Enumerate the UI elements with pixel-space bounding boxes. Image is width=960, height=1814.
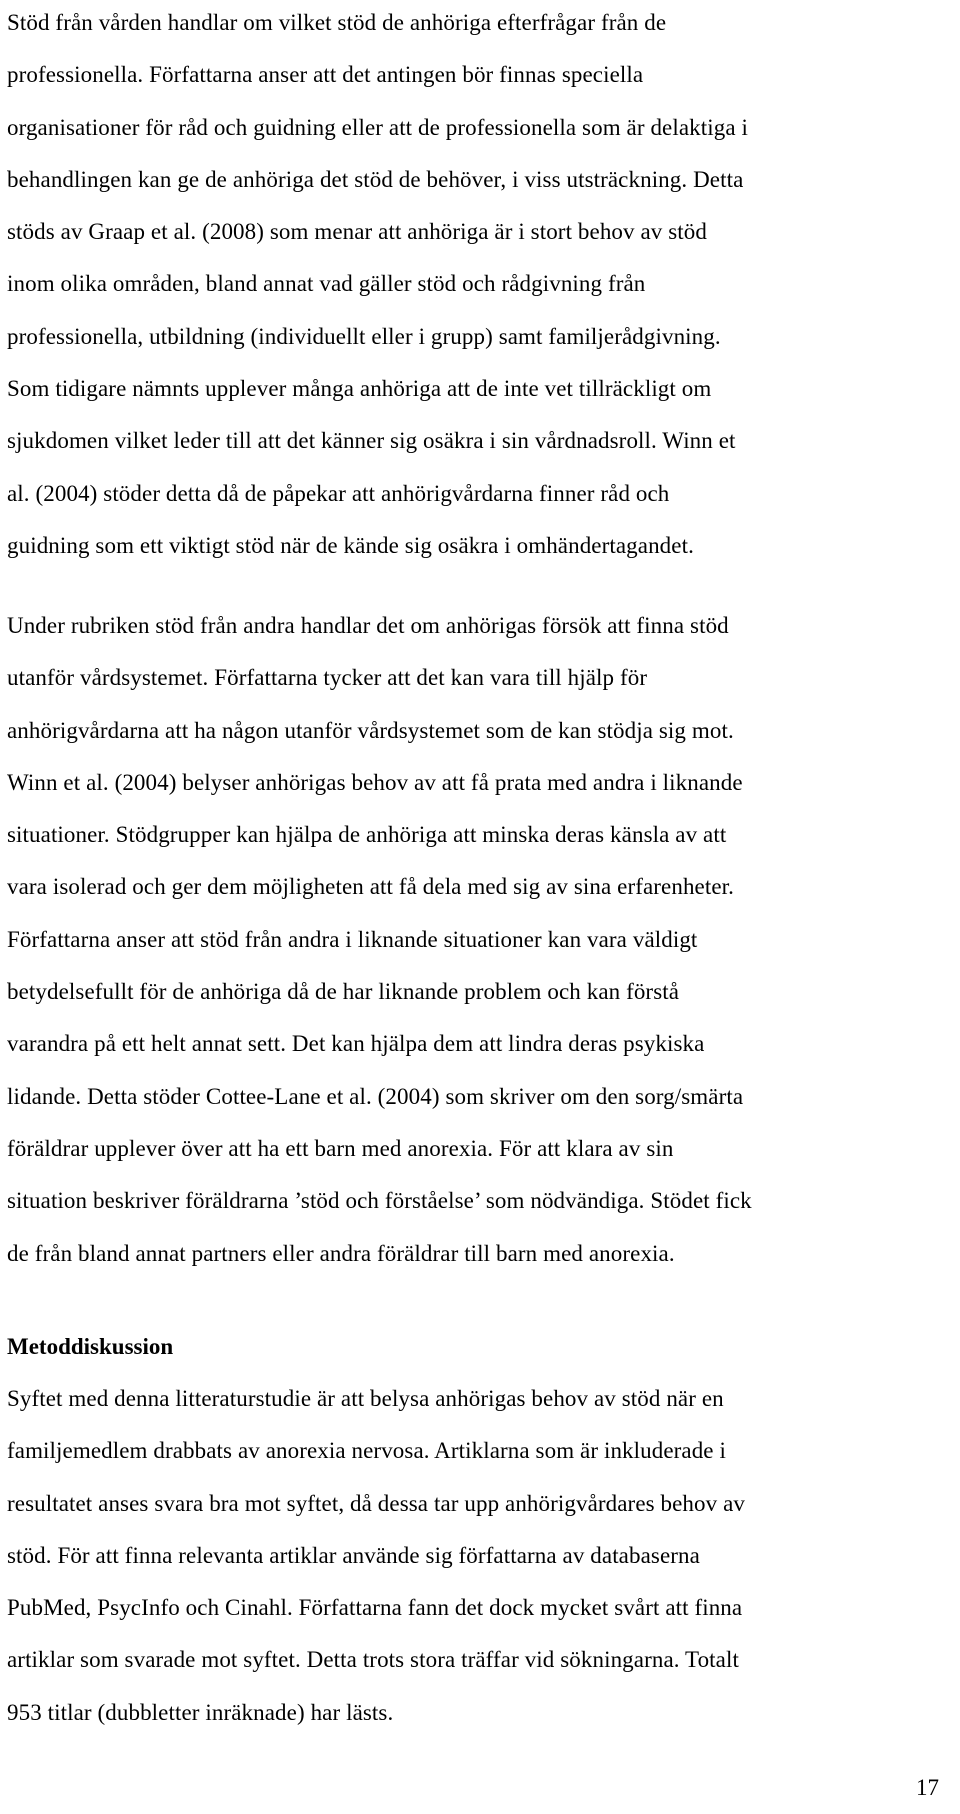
- text-line: lidande. Detta stöder Cottee-Lane et al. (2004) som skriver om den sorg/smärta: [7, 1083, 744, 1109]
- text-line: inom olika områden, bland annat vad gäller stöd och rådgivning från: [7, 271, 646, 297]
- text-line: situationer. Stödgrupper kan hjälpa de anhöriga att minska deras känsla av att: [7, 822, 727, 848]
- text-line: sjukdomen vilket leder till att det känner sig osäkra i sin vårdnadsroll. Winn et: [7, 428, 736, 454]
- section-heading: Metoddiskussion: [7, 1334, 174, 1359]
- text-line: Syftet med denna litteraturstudie är att belysa anhörigas behov av stöd när en: [7, 1386, 724, 1411]
- text-line: PubMed, PsycInfo och Cinahl. Författarna fann det dock mycket svårt att finna: [7, 1595, 743, 1621]
- text-line: situation beskriver föräldrarna ’stöd och förståelse’ som nödvändiga. Stödet fick: [7, 1188, 752, 1214]
- paragraph-metoddiskussion: [7, 1373, 947, 1739]
- document-page: [7, 0, 947, 1811]
- text-line: varandra på ett helt annat sett. Det kan hjälpa dem att lindra deras psykiska: [7, 1031, 705, 1057]
- text-line: organisationer för råd och guidning eller att de professionella som är delaktiga i: [7, 114, 748, 140]
- text-line: Under rubriken stöd från andra handlar det om anhörigas försök att finna stöd: [7, 613, 729, 638]
- text-line: Författarna anser att stöd från andra i liknande situationer kan vara väldigt: [7, 926, 698, 952]
- text-line: Stöd från vården handlar om vilket stöd de anhöriga efterfrågar från de: [7, 10, 667, 35]
- text-line: betydelsefullt för de anhöriga då de har liknande problem och kan förstå: [7, 979, 680, 1005]
- text-line: resultatet anses svara bra mot syftet, då dessa tar upp anhörigvårdares behov av: [7, 1490, 745, 1516]
- text-line: professionella, utbildning (individuellt eller i grupp) samt familjerådgivning.: [7, 323, 721, 349]
- text-line: stöds av Graap et al. (2008) som menar att anhöriga är i stort behov av stöd: [7, 219, 707, 245]
- text-line: vara isolerad och ger dem möjligheten att få dela med sig av sina erfarenheter.: [7, 874, 734, 900]
- text-line: familjemedlem drabbats av anorexia nervosa. Artiklarna som är inkluderade i: [7, 1438, 726, 1464]
- text-line: utanför vårdsystemet. Författarna tycker att det kan vara till hjälp för: [7, 665, 648, 691]
- text-line: professionella. Författarna anser att det antingen bör finnas speciella: [7, 62, 644, 88]
- page-number: 17: [916, 1775, 939, 1800]
- paragraph-stod-fran-andra: [7, 600, 947, 1280]
- text-line: stöd. För att finna relevanta artiklar använde sig författarna av databaserna: [7, 1542, 700, 1568]
- text-line: anhörigvårdarna att ha någon utanför vårdsystemet som de kan stödja sig mot.: [7, 717, 734, 743]
- text-line: al. (2004) stöder detta då de påpekar att anhörigvårdarna finner råd och: [7, 480, 670, 506]
- text-line: behandlingen kan ge de anhöriga det stöd de behöver, i viss utsträckning. Detta: [7, 166, 744, 192]
- text-line: Som tidigare nämnts upplever många anhöriga att de inte vet tillräckligt om: [7, 376, 712, 402]
- text-line: Winn et al. (2004) belyser anhörigas behov av att få prata med andra i liknande: [7, 769, 743, 795]
- text-line: föräldrar upplever över att ha ett barn med anorexia. För att klara av sin: [7, 1135, 674, 1161]
- text-line: de från bland annat partners eller andra föräldrar till barn med anorexia.: [7, 1240, 675, 1266]
- text-line: artiklar som svarade mot syftet. Detta trots stora träffar vid sökningarna. Totalt: [7, 1647, 739, 1673]
- paragraph-stod-fran-varden: [7, 0, 947, 572]
- text-line: guidning som ett viktigt stöd när de kände sig osäkra i omhändertagandet.: [7, 532, 694, 558]
- text-line: 953 titlar (dubbletter inräknade) har lästs.: [7, 1699, 394, 1725]
